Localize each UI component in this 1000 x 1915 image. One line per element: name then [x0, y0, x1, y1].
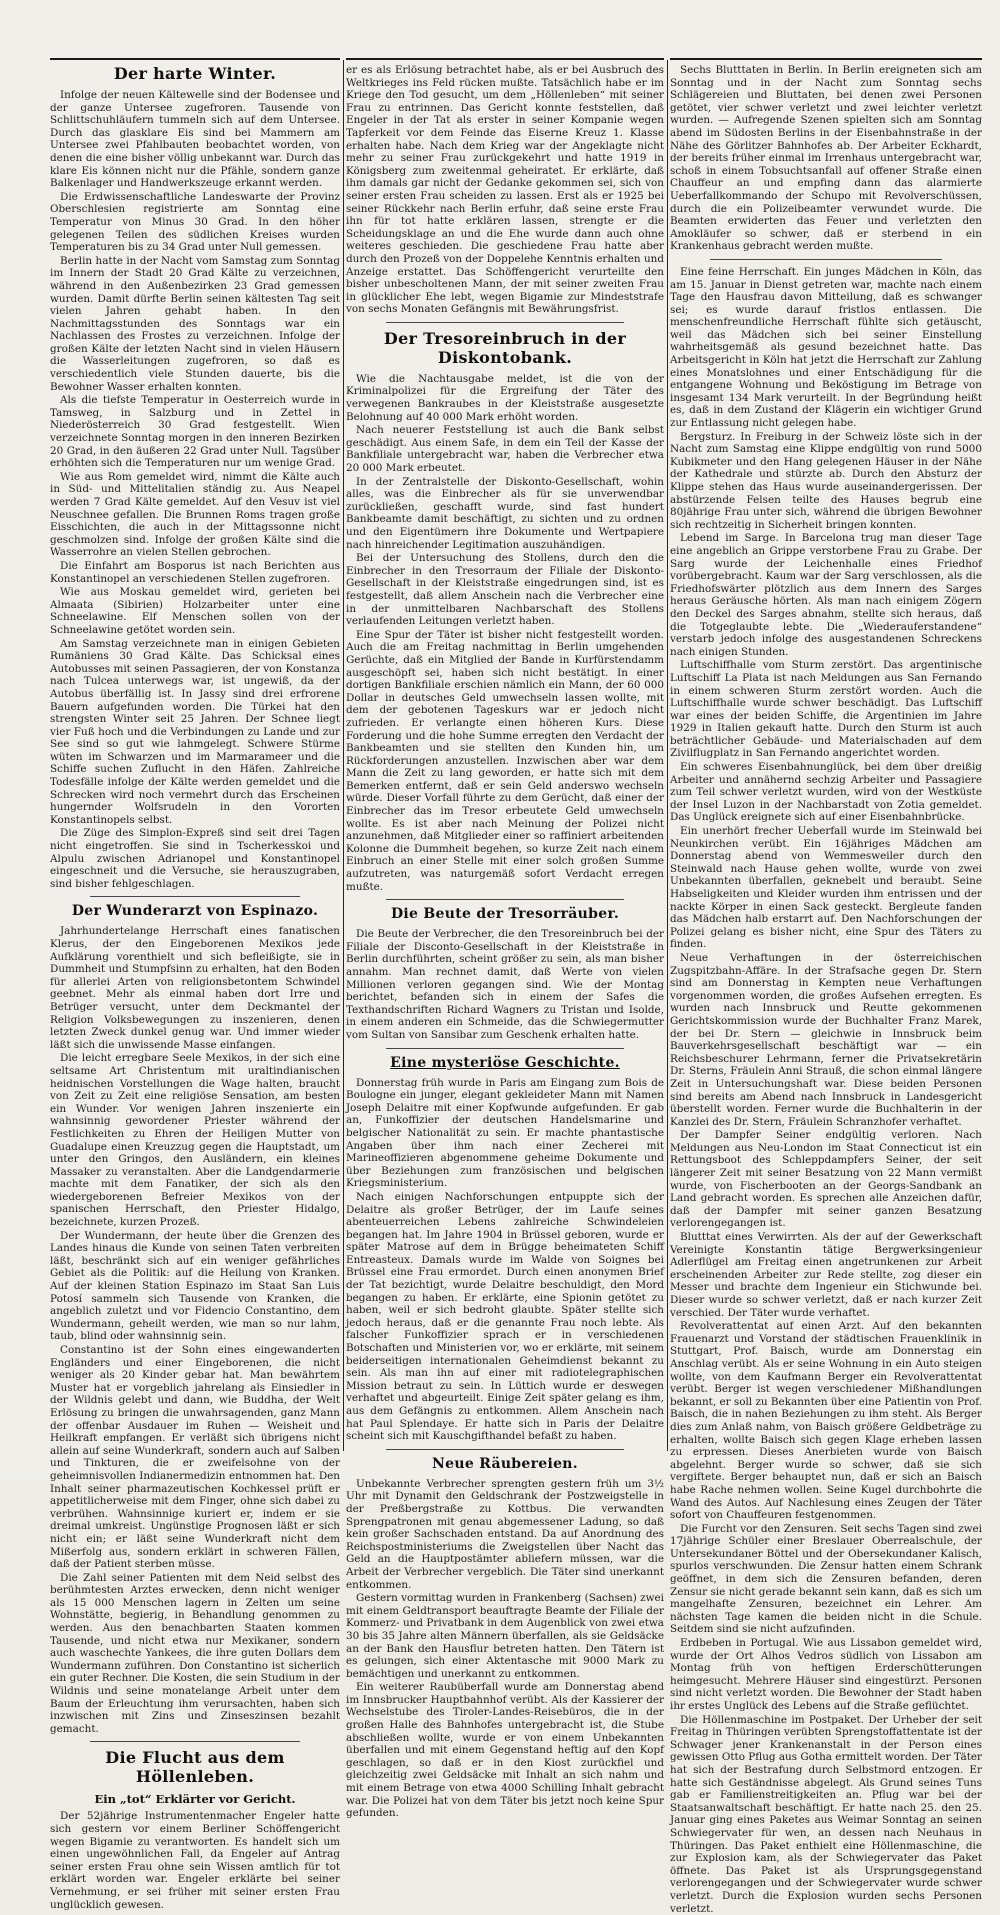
- section-divider: [710, 259, 942, 260]
- article-mysterioese-geschichte: [346, 1055, 664, 1443]
- column-1: [50, 58, 340, 1911]
- article-paragraph: Die Einfahrt am Bosporus ist nach Berichten aus Konstantinopel an verschiedenen Stellen zugefroren.: [50, 559, 340, 585]
- article-paragraph: Unbekannte Verbrecher sprengten gestern früh um 3½ Uhr mit Dynamit den Geldschrank der Postzweigstelle in der Preßbergstraße zu Kottbus. Die verwandten Sprengpatronen mit genau abgemessener Ladung, so daß kein großer Sachschaden entstand. Da auf Anordnung des Reichspostministeriums die Zweigstellen über Nacht das Geld an die Hauptpostämter abliefern müssen, war die Arbeit der Verbrecher vergeblich. Die Täter sind unerkannt entkommen.: [346, 1477, 664, 1591]
- article-paragraph: Gestern vormittag wurden in Frankenberg (Sachsen) zwei mit einem Geldtransport beauftragte Beamte der Filiale der Kommerz- und Privatbank in dem Augenblick von zwei etwa 30 bis 35 Jahre alten Männern überfallen, als sie Geldsäcke an der Bank den Hausflur betreten hatten. Den Tätern ist es gelungen, sich einer Aktentasche mit 9000 Mark zu bemächtigen und unerkannt zu entkommen.: [346, 1592, 664, 1680]
- article-paragraph: Wie die Nachtausgabe meldet, ist die von der Kriminalpolizei für die Ergreifung der Täter des verwegenen Bankraubes in der Kleiststraße ausgesetzte Belohnung auf 40 000 Mark erhöht worden.: [346, 372, 664, 423]
- article-flucht-hoellenleben: [50, 1748, 340, 1911]
- article-paragraph: Jahrhundertelange Herrschaft eines fanatischen Klerus, der den Eingeborenen Mexikos jede Aufklärung vorenthielt und sich befleißigte, sie in Dummheit und Stumpfsinn zu erhalten, hat den Boden für allerlei Arten von religionsbetontem Schwindel geebnet. Mehr als einmal haben dort Irre und Betrüger versucht, unter dem Deckmantel der Religion Volksbewegungen zu inszenieren, denen letzten Zweck dunkel genug war. Und immer wieder läßt sich die unwissende Masse einfangen.: [50, 925, 340, 1051]
- column-top-rule: [670, 58, 982, 60]
- article-paragraph: In der Zentralstelle der Diskonto-Gesellschaft, wohin alles, was die Einbrecher als für sie unverwendbar zurückließen, geschafft wurde, sind fast hundert Bankbeamte damit beschäftigt, zu sichten und zu ordnen und den Eigentümern ihre Dokumente und Wertpapiere nach hinreichender Legitimation auszuhändigen.: [346, 475, 664, 551]
- column-top-rule: [50, 58, 340, 60]
- article-paragraph: Der Wundermann, der heute über die Grenzen des Landes hinaus die Kunde von seinen Taten verbreiten läßt, beschränkt sich auf ein weniger gefährliches Gebiet als die Politik: auf die Heilung von Kranken. Auf der kleinen Station Espinazo im Staat San Luis Potosí sammeln sich Tausende von Kranken, die angeblich zuletzt und vor Fidencio Constantino, dem Wundermann, geheilt werden, wie man so nur lahm, taub, blind oder wahnsinnig sein.: [50, 1229, 340, 1343]
- article-paragraph: Wie aus Moskau gemeldet wird, gerieten bei Almaata (Sibirien) Holzarbeiter unter eine Schneelawine. Elf Menschen sollen von der Schneelawine getötet worden sein.: [50, 586, 340, 636]
- article-tresoreinbruch: [346, 329, 664, 893]
- news-brief: Lebend im Sarge. In Barcelona trug man dieser Tage eine angeblich an Grippe verstorbene Frau zu Grabe. Der Sarg wurde der Leichenhalle eines Friedhof vorübergebracht. Kaum war der Sarg verschlossen, als die Friedhofswärter plötzlich aus dem Innern des Sarges heraus Geräusche hörten. Als man nach einigem Zögern den Deckel des Sarges abnahm, stellte sich heraus, daß die Totgeglaubte lebte. Die „Wiederauferstandene“ verstarb jedoch infolge des ausgestandenen Schreckens nach einigen Stunden.: [670, 532, 982, 658]
- article-paragraph: Am Samstag verzeichnete man in einigen Gebieten Rumäniens 30 Grad Kälte. Das Schicksal eines Autobusses mit seinen Passagieren, der von Konstanza nach Tulcea unterwegs war, ist ungewiß, da der Autobus überfällig ist. In Jassy sind drei erfrorene Bauern aufgefunden worden. Die Türkei hat den strengsten Winter seit 25 Jahren. Der Schnee liegt vier Fuß hoch und die Verbindungen zu Lande und zur See sind so gut wie lahmgelegt. Schwere Stürme wüten im Schwarzen und im Marmarameer und die Schiffe suchen Zuflucht in den Häfen. Zahlreiche Todesfälle infolge der Kälte werden gemeldet und die Schrecken wird noch vermehrt durch das Erscheinen hungernder Wolfsrudeln in den Vororten Konstantinopels selbst.: [50, 637, 340, 826]
- article-paragraph: Berlin hatte in der Nacht vom Samstag zum Sonntag im Innern der Stadt 20 Grad Kälte zu verzeichnen, während in den Außenbezirken 23 Grad gemessen wurden. Damit dürfte Berlin seinen kältesten Tag seit vielen Jahren gehabt haben. In den Nachmittagsstunden des Sonntags war ein Nachlassen des Frostes zu verzeichnen. Infolge der großen Kälte der letzten Nacht sind in vielen Häusern die Wasserleitungen zugefroren, so daß es verschiedentlich viele Stunden dauerte, bis die Bewohner Wasser erhalten konnten.: [50, 254, 340, 393]
- news-brief: Ein schweres Eisenbahnunglück, bei dem über dreißig Arbeiter und annähernd sechzig Arbeiter und Passagiere zum Teil schwer verletzt wurden, wird von der Westküste der Insel Luzon in der Nachbarstadt von Zotia gemeldet. Das Unglück ereignete sich auf einer Eisenbahnbrücke.: [670, 761, 982, 824]
- article-paragraph: Ein weiterer Raubüberfall wurde am Donnerstag abend im Innsbrucker Hauptbahnhof verübt. Als der Kassierer der Wechselstube des Tiroler-Landes-Reisebüros, die in der großen Halle des Bahnhofes untergebracht ist, die Stube abschließen wollte, wurde er von einem Unbekannten überfallen und mit einem Gegenstand heftig auf den Kopf geschlagen, so daß er in den Kiost zurückfiel und gleichzeitig zwei Geldsäcke mit Inhalt an sich nahm und mit einem Betrage von etwa 4000 Schilling Inhalt gebracht war. Die Polizei hat von dem Täter bis jetzt noch keine Spur gefunden.: [346, 1681, 664, 1820]
- news-brief: Ein unerhört frecher Ueberfall wurde im Steinwald bei Neunkirchen verübt. Ein 16jähriges Mädchen am Donnerstag abend von Wemmesweiler durch den Steinwald nach Hause gehen wollte, wurde von zwei Unbekannten überfallen, geknebelt und beraubt. Seine Habseligkeiten und Kleider wurden ihm entrissen und der nackte Körper in einen Sack gesteckt. Bergleute fanden das Mädchen halb erstarrt auf. Den Nachforschungen der Polizei gelang es bisher nicht, eine Spur des Täters zu finden.: [670, 825, 982, 951]
- section-divider: [386, 899, 624, 900]
- news-brief: Blutttat eines Verwirrten. Als der auf der Gewerkschaft Vereinigte Konstantin tätige Bergwerksingenieur Adlerflügel am Freitag einen angetrunkenen zur Arbeit erscheinenden Arbeiter zur Rede stellte, zog dieser ein Messer und brachte dem Ingenieur ein Stichwunde bei. Dieser wurde so schwer verletzt, daß er nach kurzer Zeit verschied. Der Täter wurde verhaftet.: [670, 1231, 982, 1319]
- article-beute: [346, 906, 664, 1041]
- section-divider: [90, 1741, 300, 1742]
- article-paragraph: Constantino ist der Sohn eines eingewanderten Engländers und einer Eingeborenen, die nicht weniger als 20 Kinder gebar hat. Man bewährtem Muster hat er vorgeblich jahrelang als Einsiedler in der Wildnis gelebt und dann, wie Buddha, der Welt Erlösung zu bringen die unwahrsagenden, ganz Mann der offenbar Ausdauer im Ruhen — Weisheit und Heilkraft empfangen. Er verläßt sich übrigens nicht allein auf seine Wunderkraft, sondern auch auf Salben und Tinkturen, die er zweifelsohne von der geheimnisvollen Indianermedizin entnommen hat. Den Inhalt seiner pharmazeutischen Kochkessel prüft er appetitlicherweise mit dem Finger, ohne sich dabei zu verbrühen. Wahnsinnige kuriert er, indem er sie dreimal umkreist. Ungünstige Prognosen läßt er sich nicht ein; er läßt seine Wunderkraft nicht dem Mißerfolg aus, sondern erklärt in schweren Fällen, daß der Patient sterben müsse.: [50, 1344, 340, 1571]
- news-brief: Revolverattentat auf einen Arzt. Auf den bekannten Frauenarzt und Vorstand der städtischen Frauenklinik in Stuttgart, Prof. Baisch, wurde am Donnerstag ein Anschlag verübt. Als er seine Wohnung in ein Auto steigen wollte, von dem Kaufmann Berger ein Revolverattentat verübt. Berger ist wegen verschiedener Mißhandlungen bekannt, er soll zu Bekannten über eine Patientin von Prof. Baisch, die in nahen Beziehungen zu ihm steht. Als Berger dies zum Anlaß nahm, von Baisch größere Geldbeträge zu erhalten, wollte Baisch sich gegen Klage erheben lassen zu erpressen. Dieses Anerbieten wurde von Baisch abgelehnt. Berger wurde so schwer, daß sie sich vergiftete. Berger behauptet nun, daß er sich an Baisch habe Rache nehmen wollen. Seine Kugel durchbohrte die Wand des Autos. Auf Nachlesung eines Zeugen der Täter sofort von Chauffeuren festgenommen.: [670, 1320, 982, 1522]
- article-paragraph: Die Erdwissenschaftliche Landeswarte der Provinz Oberschlesien registrierte am Sonntag eine Temperatur von Minus 30 Grad. In den höher gelegenen Teilen des südlichen Kreises wurden Temperaturen bis zu 34 Grad unter Null gemessen.: [50, 190, 340, 254]
- article-title: Der Wunderarzt von Espinazo.: [71, 903, 319, 920]
- section-divider: [386, 1449, 624, 1450]
- article-paragraph: Die Zahl seiner Patienten mit dem Neid selbst des berühmtesten Arztes erwecken, denn nicht weniger als 15 000 Menschen lagern in Zelten um seine Wohnstätte, begierig, in Behandlung genommen zu werden. Aus den benachbarten Staaten kommen Tausende, und nicht etwa nur Mexikaner, sondern auch waschechte Yankees, die ihre guten Dollars dem Wundermann zuführen. Don Constantino ist sicherlich ein guter Rechner. Die Kosten, die sein Studium in der Wildnis und seine monatelange Arbeit unter dem Baum der Erleuchtung ihm verursachten, haben sich inzwischen mit Zins und Zinseszinsen bezahlt gemacht.: [50, 1571, 340, 1735]
- article-der-harte-winter: [50, 64, 340, 890]
- news-brief: Der Dampfer Seiner endgültig verloren. Nach Meldungen aus Neu-London im Staat Connecticut ist ein Rettungsboot des Schleppdampfers Seiner, der seit längerer Zeit mit seiner Besatzung von 22 Mann vermißt wurde, von Fischerbooten an der Georgs-Sandbank an Land gebracht worden. Es sprechen alle Anzeichen dafür, daß der Dampfer mit seiner ganzen Besatzung verlorengegangen ist.: [670, 1129, 982, 1230]
- article-neue-raeubereien: [346, 1456, 664, 1820]
- article-flucht-continued: [346, 64, 664, 316]
- column-3: [670, 58, 982, 1915]
- article-paragraph: Der 52jährige Instrumentenmacher Engeler hatte sich gestern vor einem Berliner Schöffengericht wegen Bigamie zu verantworten. Es handelt sich um einen ungewöhnlichen Fall, da Engeler auf Antrag seiner ersten Frau ohne sein Wissen amtlich für tot erklärt worden war. Engeler erklärte bei seiner Vernehmung, er sei früher mit seiner ersten Frau unglücklich gewesen.: [50, 1810, 340, 1911]
- article-paragraph: Die leicht erregbare Seele Mexikos, in der sich eine seltsame Art Christentum mit uraltindianischen heidnischen Vorstellungen die Wage halten, braucht von Zeit zu Zeit eine religiöse Sensation, am besten ein Wunder. Vor wenigen Jahren inszenierte ein wahnsinnig gewordener Priester während der Festlichkeiten zu Ehren der Heiligen Mutter von Guadalupe einen Kreuzzug gegen die Hauptstadt, um unter den Gringos, den Ausländern, ein kleines Massaker zu veranstalten. Aber die Landgendarmerie machte mit dem Fanatiker, der sich als den wiedergeborenen Befreier Mexikos von der spanischen Herrschaft, den Priester Hidalgo, bezeichnete, kurzen Prozeß.: [50, 1052, 340, 1229]
- column-2: [346, 58, 664, 1820]
- news-brief: Neue Verhaftungen in der österreichischen Zugspitzbahn-Affäre. In der Strafsache gegen Dr. Stern sind am Donnerstag in Kempten neue Verhaftungen vorgenommen worden, die großes Aufsehen erregten. Es wurden nach Innsbruck und Reutte gekommenen Gerichtskommission wurde der Buchhalter Franz Marek, der bei Dr. Stern — gleichwie in Innsbruck beim Bauverkehrsgesellschaft beschäftigt war — ein Reichsbeschurer Lehrmann, ferner die Privatsekretärin Dr. Sterns, Fräulein Anni Strauß, die schon einmal längere Zeit in Untersuchungshaft war. Diese beiden Personen sind bereits am Abend nach Innsbruck in Landesgericht überstellt worden. Ferner wurde die Buchhalterin in der Kanzlei des Dr. Stern, Fräulein Schranzhofer verhaftet.: [670, 951, 982, 1128]
- news-brief: Bergsturz. In Freiburg in der Schweiz löste sich in der Nacht zum Samstag eine Klippe endgültig von rund 5000 Kubikmeter und den Hang gelegenen Häuser in der Nähe der Kathedrale und stürzte ab. Durch den Absturz der Klippe stehen das Haus wurde auseinandergerissen. Der abstürzende Felsen teilte des Hauses begrub eine 80jährige Frau unter sich, während die übrigen Bewohner sich rechtzeitig in Sicherheit bringen konnten.: [670, 430, 982, 531]
- article-paragraph: Sechs Blutttaten in Berlin. In Berlin ereigneten sich am Sonntag und in der Nacht zum Sonntag sechs Schlägereien und Bluttaten, bei denen zwei Personen getötet, vier schwer verletzt und zwei leichter verletzt wurden. — Aufregende Szenen spielten sich am Sonntag abend im Südosten Berlins in der Eisenbahnstraße in der Nähe des Görlitzer Bahnhofes ab. Der Arbeiter Eckhardt, der bereits früher einmal im Irrenhaus untergebracht war, schoß in einem Tobsuchtsanfall auf offener Straße einen Chauffeur an und empfing dann das alarmierte Ueberfallkommando der Schupo mit Revolverschüssen, durch die ein Polizeibeamter verwundet wurde. Die Beamten erwiderten das Feuer und verletzten den Amokläufer so schwer, daß er sterbend in ein Krankenhaus gebracht werden mußte.: [670, 64, 982, 253]
- article-paragraph: Die Züge des Simplon-Expreß sind seit drei Tagen nicht eingetroffen. Sie sind in Tscherkesskoi und Alpulu zwischen Adrianopel und Konstantinopel eingeschneit und die Versuche, sie herauszugraben, sind bisher fehlgeschlagen.: [50, 827, 340, 890]
- article-paragraph: Als die tiefste Temperatur in Oesterreich wurde in Tamsweg, in Salzburg und in Zettel in Niederösterreich 30 Grad festgestellt. Wien verzeichnete Sonntag morgen in den inneren Bezirken 20 Grad, in den äußeren 22 Grad unter Null. Tagsüber erhöhten sich die Temperaturen nur um wenige Grad.: [50, 394, 340, 470]
- column-separator: [343, 60, 344, 1451]
- article-paragraph: Die Beute der Verbrecher, die den Tresoreinbruch bei der Filiale der Disconto-Gesellschaft in der Kleiststraße in Berlin durchführten, scheint größer zu sein, als man bisher annahm. Man rechnet damit, daß Werte von vielen Millionen verloren gegangen sind. Wie der Montag berichtet, befanden sich in einem der Safes die Texthandschriften Richard Wagners zu Tristan und Isolde, in einem anderen ein Schmeide, das die Schwiegermutter vom Sultan von Sansibar zum Geschenk erhalten hatte.: [346, 928, 664, 1041]
- article-news-briefs: [670, 266, 982, 1915]
- article-title: Der Tresoreinbruch in der Diskontobank.: [383, 328, 627, 367]
- article-bluttaten-berlin: [670, 64, 982, 253]
- article-title: Neue Räubereien.: [432, 1455, 578, 1472]
- article-subtitle: Ein „tot“ Erklärter vor Gericht.: [94, 1792, 296, 1807]
- article-paragraph: Donnerstag früh wurde in Paris am Eingang zum Bois de Boulogne ein junger, elegant gekleideter Mann mit Namen Joseph Delaitre mit einer Kopfwunde aufgefunden. Er gab an, Funkoffizier der deutschen Handelsmarine und belgischer Nationalität zu sein. Er machte phantastische Angaben über ihm nach einer Zecherei mit Marineoffizieren abgenommene geheime Dokumente und über Beziehungen zum französischen und belgischen Kriegsministerium.: [346, 1076, 664, 1190]
- article-title: Die Beute der Tresorräuber.: [390, 906, 620, 923]
- article-title: Die Flucht aus dem Höllenleben.: [105, 1748, 285, 1787]
- news-brief: Eine feine Herrschaft. Ein junges Mädchen in Köln, das am 15. Januar in Dienst getreten war, machte nach einem Tage den Hausfrau davon Mitteilung, daß es schwanger sei; es wurde darauf fristlos entlassen. Die menschenfreundliche Herrschaft fühlte sich getäuscht, weil das Mädchen sich bei seiner Einstellung wahrheitsgemäß als gesund bezeichnet hatte. Das Arbeitsgericht in Köln hat jetzt die Herrschaft zur Zahlung eines Monatslohnes und einer Entschädigung für die entgangene Wohnung und Beköstigung im Betrage von insgesamt 134 Mark verurteilt. In der Begründung heißt es, daß in dem Zustand der Klägerin ein wichtiger Grund zur Entlassung nicht gelegen habe.: [670, 265, 982, 430]
- article-title: Eine mysteriöse Geschichte.: [390, 1054, 620, 1071]
- article-paragraph: Nach neuerer Feststellung ist auch die Bank selbst geschädigt. Aus einem Safe, in dem ein Teil der Kasse der Bankfiliale untergebracht war, haben die Verbrecher etwa 20 000 Mark erbeutet.: [346, 424, 664, 475]
- news-brief: Erdbeben in Portugal. Wie aus Lissabon gemeldet wird, wurde der Ort Alhos Vedros südlich von Lissabon am Montag früh von heftigen Erderschütterungen heimgesucht. Mehrere Häuser sind eingestürzt. Personen sind nicht verletzt worden. Die Bewohner der Stadt haben ihr erstes Unglück des Lebens auf die Straße geflüchtet.: [670, 1637, 982, 1712]
- column-top-rule: [346, 58, 664, 60]
- section-divider: [90, 896, 300, 897]
- article-paragraph: Nach einigen Nachforschungen entpuppte sich der Delaitre als großer Betrüger, der im Laufe seines abenteuerreichen Lebens zahlreiche Schwindeleien begangen hat. Im Jahre 1904 in Brüssel geboren, wurde er später Matrose auf dem in Brügge beheimateten Schiff Entreasteux. Damals wurde im Walde von Soignes bei Brüssel eine Frau ermordet. Durch einen anonymen Brief der Tat bezichtigt, wurde Delaitre beschuldigt, den Mord begangen zu haben. Er erklärte, eine Spionin getötet zu haben, weil er sich bedroht glaubte. Später stellte sich jedoch heraus, daß er die genannte Frau noch lebte. Als falscher Funkoffizier sprach er in verschiedenen Botschaften und Ministerien vor, wo er erklärte, mit seinem beiderseitigen internationalen Geheimdienst bekannt zu sein. Als man ihn auf einer mit radiotelegraphischen Mission betraut zu sein. In Lüttich wurde er deswegen verhaftet und abgeurteilt. Einige Zeit später gelang es ihm, aus dem Gefängnis zu entkommen. Allem Anschein nach hat Paul Splendaye. Er hatte sich in Paris der Delaitre scheint sich mit Kauschgifthandel befaßt zu haben.: [346, 1190, 664, 1443]
- column-separator: [667, 60, 668, 1451]
- section-divider: [386, 322, 624, 323]
- news-brief: Luftschiffhalle vom Sturm zerstört. Das argentinische Luftschiff La Plata ist nach Meldungen aus San Fernando in einem schweren Sturm zerstört worden. Auch die Luftschiffhalle wurde schwer beschädigt. Das Luftschiff war eines der beiden Schiffe, die Argentinien im Jahre 1929 in Italien gekauft hatte. Durch den Sturm ist auch beträchtlicher Gebäude- und Materialschaden auf dem Zivilflugplatz in San Fernando angerichtet worden.: [670, 659, 982, 760]
- news-brief: Die Höllenmaschine im Postpaket. Der Urheber der seit Freitag in Thüringen verübten Sprengstoffattentate ist der Schwager jener Krankenanstalt in der Person eines gewissen Otto Pflug aus Gotha ermittelt worden. Der Täter hat sich der Bestrafung durch Selbstmord entzogen. Er hatte sich Geständnisse abgelegt. Als Grund seines Tuns gab er Familienstreitigkeiten an. Pflug war bei der Staatsanwaltschaft beschäftigt. Er hatte nach 25. den 25. Januar ging eines Paketes aus Weimar Sonntag an seinen Schwiegervater für wen, an dessen nach Neuhaus in Thüringen. Das Paket enthielt eine Höllenmaschine, die zur Explosion kam, als der Schwiegervater das Paket öffnete. Das Paket ist als Ursprungsgegenstand verlorengegangen und der Schwiegervater wurde schwer verletzt. Durch die Explosion wurden sechs Personen verletzt.: [670, 1713, 982, 1915]
- section-divider: [386, 1048, 624, 1049]
- news-brief: Die Furcht vor den Zensuren. Seit sechs Tagen sind zwei 17jährige Schüler einer Breslauer Oberrealschule, der Untersekundaner Böttel und der Obersekundaner Kalisch, spurlos verschwunden. Die Zensur hatten einem Schrank geöffnet, in dem sich die Zensuren befanden, deren Zensur sie nicht gerade bekannt sein kann, daß es sich um mangelhafte Zensuren, bezeichnet ein Lehrer. Am nächsten Tage kamen die beiden nicht in die Schule. Seitdem sind sie nicht aufzufinden.: [670, 1522, 982, 1636]
- article-paragraph: Eine Spur der Täter ist bisher nicht festgestellt worden. Auch die am Freitag nachmittag in Berlin umgehenden Gerüchte, daß ein Mitglied der Bande in Kurfürstendamm ausgeschöpft sei, haben sich nicht bestätigt. In einer dortigen Bankfiliale erschien nämlich ein Mann, der 60 000 Dollar in deutsches Geld umwechseln lassen wollte, mit dem der gebotenen Tageskurs war er jedoch nicht zufrieden. Er verlangte einen höheren Kurs. Diese Forderung und die hohe Summe erregten den Verdacht der Bankbeamten und sie stellten den Kunden hin, um Rückforderungen anzustellen. Inzwischen aber war dem Mann die Zeit zu lang geworden, er hatte sich mit dem Bemerken entfernt, daß er sein Geld anderswo wechseln würde. Dieser Vorfall führte zu dem Gerücht, daß einer der Einbrecher das im Tresor erbeutete Geld umwechseln wollte. Es ist aber nach Meinung der Polizei nicht anzunehmen, daß Mitglieder einer so raffiniert arbeitenden Kolonne die Dummheit begehen, so kurze Zeit nach einem Einbruch an einer Stelle mit einer solch großen Summe aufzutreten, was naturgemäß sofort Verdacht erregen mußte.: [346, 628, 664, 893]
- article-paragraph: er es als Erlösung betrachtet habe, als er bei Ausbruch des Weltkrieges ins Feld rücken mußte. Tatsächlich habe er im Kriege den Tod gesucht, um dem „Höllenleben“ mit seiner Frau zu entrinnen. Das Gericht konnte feststellen, daß Engeler in der Tat als erster in seiner Kompanie wegen Tapferkeit vor dem Feinde das Eiserne Kreuz 1. Klasse erhalten habe. Nach dem Krieg war der Angeklagte nicht mehr zu seiner Frau zurückgekehrt und hatte 1919 in Königsberg zum zweitenmal geheiratet. Er erklärte, daß ihm damals gar nicht der Gedanke gekommen sei, sich von seiner ersten Frau scheiden zu lassen. Erst als er 1925 bei seiner Rückkehr nach Berlin erfuhr, daß seine erste Frau ihn für tot hatte erklären lassen, strengte er die Scheidungsklage an und die Ehe wurde dann auch ohne weiteres geschieden. Die geschiedene Frau hatte aber durch den Prozeß von der Doppelehe Kenntnis erhalten und Anzeige erstattet. Das Schöffengericht verurteilte den bisher unbescholtenen Mann, der mit seiner zweiten Frau in glücklicher Ehe lebt, wegen Bigamie zur Mindeststrafe von sechs Monaten Gefängnis mit Bewährungsfrist.: [346, 64, 664, 316]
- article-title: Der harte Winter.: [113, 64, 277, 83]
- article-paragraph: Infolge der neuen Kältewelle sind der Bodensee und der ganze Untersee zugefroren. Tausende von Schlittschuhläufern tummeln sich auf dem Untersee. Durch das glasklare Eis sind bei Mammern am Untersee zwei Pfahlbauten beobachtet worden, von denen die eine bisher völlig unbekannt war. Durch das klare Eis können nicht nur die Pfähle, sondern ganze Balkenlager und Handwerkszeuge erkannt werden.: [50, 89, 340, 190]
- article-wunderarzt: [50, 903, 340, 1735]
- article-paragraph: Wie aus Rom gemeldet wird, nimmt die Kälte auch in Süd- und Mittelitalien ständig zu. Aus Neapel werden 7 Grad Kälte gemeldet. Auf den Vesuv ist viel Neuschnee gefallen. Die Brunnen Roms tragen große Eisschichten, die auch in der Mittagssonne nicht geschmolzen sind. Infolge der großen Kälte sind die Wasserrohre an vielen Stellen gebrochen.: [50, 470, 340, 559]
- article-paragraph: Bei der Untersuchung des Stollens, durch den die Einbrecher in den Tresorraum der Filiale der Diskonto-Gesellschaft in der Kleiststraße eingedrungen sind, ist es festgestellt, daß allem Anschein nach die Verbrecher eine in der unmittelbaren Nachbarschaft des Stollens verlaufenden Leitungen verletzt haben.: [346, 552, 664, 628]
